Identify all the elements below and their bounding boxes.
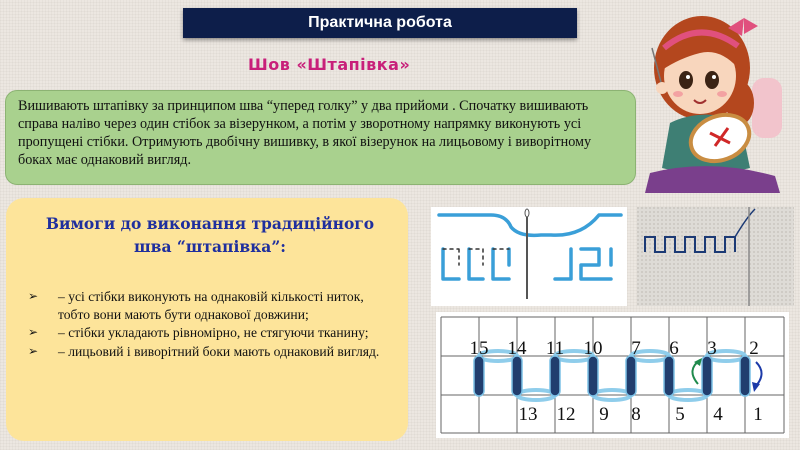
fabric-stitch-photo	[637, 207, 794, 306]
diagram-bottom-label: 1	[753, 404, 763, 425]
diagram-top-label: 14	[507, 338, 527, 359]
diagram-top-label: 10	[583, 338, 603, 359]
stitch-name-heading: Шов «Штапівка»	[248, 55, 411, 74]
embroidering-girl-illustration	[640, 8, 790, 193]
diagram-bottom-label: 5	[675, 404, 685, 425]
diagram-bottom-label: 13	[518, 404, 538, 425]
requirements-box	[6, 198, 408, 441]
stitch-drawing	[431, 207, 627, 306]
diagram-bottom-label: 8	[631, 404, 641, 425]
requirements-list	[28, 288, 392, 360]
list-item	[28, 288, 392, 323]
diagram-top-label: 11	[545, 338, 565, 359]
diagram-top-label: 7	[631, 338, 641, 359]
stitch-grid	[436, 312, 789, 438]
arrow-bullet-icon: ➢	[28, 289, 39, 303]
requirement-text: – лицьовий і виворітний боки мають однаковий вигляд.	[58, 343, 380, 359]
arrow-bullet-icon: ➢	[28, 343, 39, 358]
diagram-top-label: 6	[669, 338, 679, 359]
list-item	[28, 324, 392, 342]
page-title: Практична робота	[308, 14, 452, 31]
stitch-drawing-image	[431, 207, 627, 306]
diagram-top-label: 15	[469, 338, 489, 359]
diagram-bottom-label: 9	[599, 404, 609, 425]
description-text: Вишивають штапівку за принципом шва “уперед голку” у два прийоми . Спочатку вишивають справа наліво через один стібок за візерунком, а потім у зворотному напрямку виконують усі пропущені стібки. Отримують двобічну вишивку, в якої візерунок на лицьовому і виворітному боках має однаковий вигляд.	[18, 98, 592, 168]
fabric-photo-drawing	[637, 207, 794, 306]
diagram-top-label: 3	[707, 338, 717, 359]
list-item	[28, 343, 392, 361]
page-title-banner	[183, 8, 577, 38]
requirement-text: – усі стібки виконують на однаковій кількості ниток, тобто вони мають бути однакової довжини;	[58, 289, 364, 322]
diagram-bottom-label: 12	[556, 404, 576, 425]
requirement-text: – стібки укладають рівномірно, не стягуючи тканину;	[58, 325, 369, 340]
description-box	[5, 90, 636, 185]
skirt-shape	[645, 166, 780, 193]
chair-shape	[752, 78, 782, 138]
diagram-bottom-label: 4	[713, 404, 723, 425]
arrow-bullet-icon: ➢	[28, 325, 39, 339]
diagram-top-label: 2	[749, 338, 759, 359]
stitch-sequence-diagram	[436, 312, 789, 438]
requirements-heading: Вимоги до виконання традиційного шва “штапівка”:	[45, 214, 375, 256]
eye-shape	[679, 71, 693, 89]
